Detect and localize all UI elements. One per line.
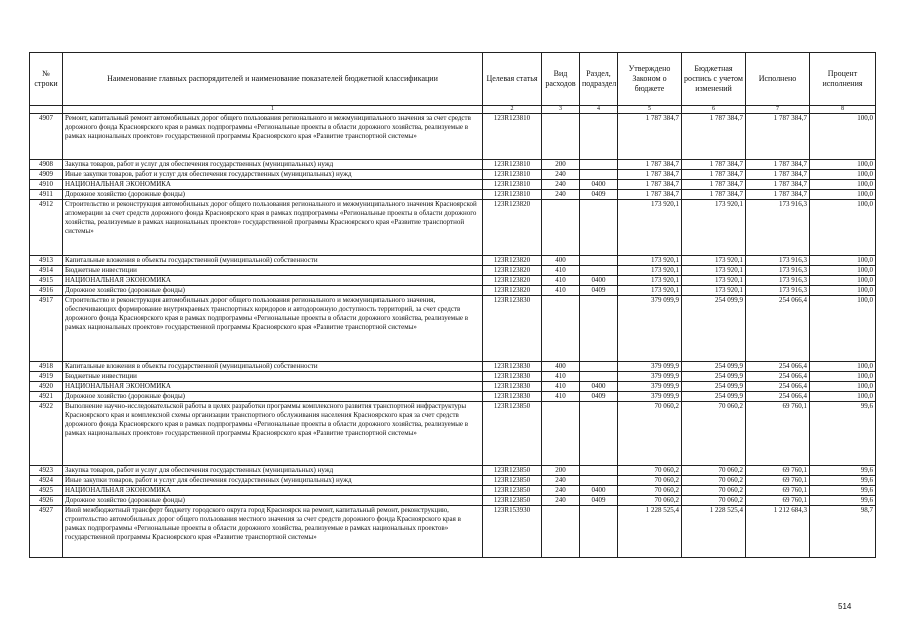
section-cell: [580, 170, 618, 180]
name-cell: НАЦИОНАЛЬНАЯ ЭКОНОМИКА: [63, 180, 483, 190]
name-cell: Дорожное хозяйство (дорожные фонды): [63, 286, 483, 296]
section-cell: [580, 466, 618, 476]
table-row: [30, 170, 876, 180]
target-article-cell: 123R123810: [483, 180, 542, 190]
expense-type-cell: 240: [542, 476, 580, 486]
row-number-cell: 4909: [30, 170, 63, 180]
row-number-cell: 4913: [30, 256, 63, 266]
executed-cell: 69 760,1: [746, 476, 810, 486]
budget-roll-cell: 70 060,2: [682, 466, 746, 476]
page-number: 514: [838, 602, 852, 611]
section-cell: [580, 114, 618, 160]
expense-type-cell: 240: [542, 190, 580, 200]
target-article-cell: 123R123820: [483, 276, 542, 286]
percent-cell: 100,0: [810, 286, 876, 296]
table-header-row: [30, 53, 876, 106]
column-number: 4: [580, 106, 618, 114]
table-row: [30, 496, 876, 506]
expense-type-cell: 200: [542, 466, 580, 476]
executed-cell: 69 760,1: [746, 466, 810, 476]
executed-cell: 254 066,4: [746, 372, 810, 382]
executed-cell: 69 760,1: [746, 486, 810, 496]
executed-cell: 254 066,4: [746, 296, 810, 362]
executed-cell: 1 787 384,7: [746, 190, 810, 200]
table-body: [30, 114, 876, 558]
row-number-cell: 4926: [30, 496, 63, 506]
name-cell: Дорожное хозяйство (дорожные фонды): [63, 190, 483, 200]
column-number: 1: [63, 106, 483, 114]
row-number-cell: 4907: [30, 114, 63, 160]
table-row: [30, 256, 876, 266]
budget-roll-cell: 1 787 384,7: [682, 180, 746, 190]
percent-cell: 100,0: [810, 382, 876, 392]
section-cell: [580, 296, 618, 362]
section-cell: 0409: [580, 286, 618, 296]
row-number-cell: 4921: [30, 392, 63, 402]
row-number-cell: 4923: [30, 466, 63, 476]
name-cell: Строительство и реконструкция автомобильных дорог общего пользования регионального и межмуниципального значения Красноярской агломерации за счет средств дорожного фонда Красноярского края в рамках подпрограммы «Региональные проекты в области дорожного хозяйства, реализуемые в рамках национальных проектов» государственной программы Красноярского края «Развитие транспортной системы»: [63, 200, 483, 256]
target-article-cell: 123R123830: [483, 392, 542, 402]
budget-roll-cell: 254 099,9: [682, 382, 746, 392]
expense-type-cell: [542, 506, 580, 558]
section-cell: 0409: [580, 496, 618, 506]
expense-type-cell: 400: [542, 362, 580, 372]
section-cell: [580, 476, 618, 486]
target-article-cell: 123R123810: [483, 114, 542, 160]
section-cell: [580, 372, 618, 382]
approved-cell: 379 099,9: [618, 296, 682, 362]
approved-cell: 1 787 384,7: [618, 114, 682, 160]
target-article-cell: 123R123830: [483, 296, 542, 362]
section-cell: [580, 160, 618, 170]
percent-cell: 99,6: [810, 476, 876, 486]
approved-cell: 379 099,9: [618, 372, 682, 382]
section-cell: 0400: [580, 180, 618, 190]
budget-roll-cell: 70 060,2: [682, 486, 746, 496]
approved-cell: 1 787 384,7: [618, 170, 682, 180]
percent-cell: 98,7: [810, 506, 876, 558]
table-row: [30, 486, 876, 496]
budget-roll-cell: 1 787 384,7: [682, 114, 746, 160]
executed-cell: 173 916,3: [746, 266, 810, 276]
section-cell: [580, 506, 618, 558]
approved-cell: 70 060,2: [618, 486, 682, 496]
approved-cell: 173 920,1: [618, 256, 682, 266]
table-row: [30, 286, 876, 296]
name-cell: Иной межбюджетный трансферт бюджету городского округа город Красноярск на ремонт, капитальный ремонт, реконструкцию, строительство автомобильных дорог общего пользования местного значения за счет средств дорожного фонда Красноярского края в рамках подпрограммы «Региональные проекты в области дорожного хозяйства, реализуемые в рамках национальных проектов» государственной программы Красноярского края «Развитие транспортной системы»: [63, 506, 483, 558]
name-cell: Дорожное хозяйство (дорожные фонды): [63, 392, 483, 402]
column-number: [30, 106, 63, 114]
table-row: [30, 466, 876, 476]
expense-type-cell: [542, 402, 580, 466]
header-budget-roll: Бюджетная роспись с учетом изменений: [682, 53, 746, 106]
percent-cell: 100,0: [810, 372, 876, 382]
column-number: 5: [618, 106, 682, 114]
table-row: [30, 266, 876, 276]
executed-cell: 1 212 684,3: [746, 506, 810, 558]
executed-cell: 173 916,3: [746, 286, 810, 296]
table-row: [30, 160, 876, 170]
row-number-cell: 4920: [30, 382, 63, 392]
row-number-cell: 4914: [30, 266, 63, 276]
header-name: Наименование главных распорядителей и наименование показателей бюджетной классификации: [63, 53, 483, 106]
budget-roll-cell: 70 060,2: [682, 402, 746, 466]
percent-cell: 100,0: [810, 276, 876, 286]
row-number-cell: 4927: [30, 506, 63, 558]
table-row: [30, 200, 876, 256]
section-cell: [580, 256, 618, 266]
section-cell: [580, 362, 618, 372]
percent-cell: 100,0: [810, 114, 876, 160]
target-article-cell: 123R123830: [483, 362, 542, 372]
target-article-cell: 123R153930: [483, 506, 542, 558]
target-article-cell: 123R123850: [483, 486, 542, 496]
percent-cell: 100,0: [810, 200, 876, 256]
executed-cell: 173 916,3: [746, 200, 810, 256]
budget-table-sheet: [29, 52, 875, 558]
expense-type-cell: 410: [542, 392, 580, 402]
approved-cell: 173 920,1: [618, 286, 682, 296]
header-executed: Исполнено: [746, 53, 810, 106]
percent-cell: 100,0: [810, 180, 876, 190]
percent-cell: 100,0: [810, 392, 876, 402]
row-number-cell: 4911: [30, 190, 63, 200]
target-article-cell: 123R123810: [483, 160, 542, 170]
executed-cell: 69 760,1: [746, 496, 810, 506]
executed-cell: 1 787 384,7: [746, 180, 810, 190]
percent-cell: 100,0: [810, 160, 876, 170]
executed-cell: 254 066,4: [746, 362, 810, 372]
percent-cell: 100,0: [810, 170, 876, 180]
budget-roll-cell: 70 060,2: [682, 496, 746, 506]
row-number-cell: 4910: [30, 180, 63, 190]
row-number-cell: 4924: [30, 476, 63, 486]
approved-cell: 1 787 384,7: [618, 190, 682, 200]
header-percent: Процент исполнения: [810, 53, 876, 106]
table-row: [30, 402, 876, 466]
expense-type-cell: 240: [542, 496, 580, 506]
approved-cell: 1 787 384,7: [618, 180, 682, 190]
percent-cell: 99,6: [810, 486, 876, 496]
name-cell: Закупка товаров, работ и услуг для обеспечения государственных (муниципальных) нужд: [63, 466, 483, 476]
target-article-cell: 123R123850: [483, 496, 542, 506]
percent-cell: 100,0: [810, 190, 876, 200]
budget-roll-cell: 254 099,9: [682, 372, 746, 382]
percent-cell: 99,6: [810, 402, 876, 466]
name-cell: НАЦИОНАЛЬНАЯ ЭКОНОМИКА: [63, 382, 483, 392]
section-cell: 0400: [580, 382, 618, 392]
table-row: [30, 382, 876, 392]
table-row: [30, 114, 876, 160]
approved-cell: 173 920,1: [618, 200, 682, 256]
target-article-cell: 123R123820: [483, 286, 542, 296]
approved-cell: 379 099,9: [618, 362, 682, 372]
name-cell: Капитальные вложения в объекты государственной (муниципальной) собственности: [63, 256, 483, 266]
target-article-cell: 123R123820: [483, 200, 542, 256]
table-row: [30, 190, 876, 200]
percent-cell: 99,6: [810, 496, 876, 506]
approved-cell: 173 920,1: [618, 266, 682, 276]
column-number: 6: [682, 106, 746, 114]
row-number-cell: 4922: [30, 402, 63, 466]
expense-type-cell: [542, 114, 580, 160]
executed-cell: 254 066,4: [746, 382, 810, 392]
row-number-cell: 4912: [30, 200, 63, 256]
row-number-cell: 4908: [30, 160, 63, 170]
expense-type-cell: 240: [542, 180, 580, 190]
name-cell: Закупка товаров, работ и услуг для обеспечения государственных (муниципальных) нужд: [63, 160, 483, 170]
expense-type-cell: 200: [542, 160, 580, 170]
section-cell: 0400: [580, 486, 618, 496]
column-number: 2: [483, 106, 542, 114]
target-article-cell: 123R123820: [483, 266, 542, 276]
name-cell: Бюджетные инвестиции: [63, 266, 483, 276]
budget-roll-cell: 173 920,1: [682, 266, 746, 276]
approved-cell: 70 060,2: [618, 402, 682, 466]
target-article-cell: 123R123850: [483, 476, 542, 486]
expense-type-cell: 410: [542, 276, 580, 286]
row-number-cell: 4918: [30, 362, 63, 372]
budget-roll-cell: 254 099,9: [682, 296, 746, 362]
percent-cell: 100,0: [810, 362, 876, 372]
approved-cell: 70 060,2: [618, 476, 682, 486]
table-row: [30, 180, 876, 190]
name-cell: Капитальные вложения в объекты государственной (муниципальной) собственности: [63, 362, 483, 372]
row-number-cell: 4916: [30, 286, 63, 296]
name-cell: НАЦИОНАЛЬНАЯ ЭКОНОМИКА: [63, 486, 483, 496]
budget-roll-cell: 254 099,9: [682, 392, 746, 402]
budget-roll-cell: 1 787 384,7: [682, 160, 746, 170]
executed-cell: 69 760,1: [746, 402, 810, 466]
column-number: 8: [810, 106, 876, 114]
budget-roll-cell: 173 920,1: [682, 276, 746, 286]
name-cell: НАЦИОНАЛЬНАЯ ЭКОНОМИКА: [63, 276, 483, 286]
column-number: 3: [542, 106, 580, 114]
budget-roll-cell: 70 060,2: [682, 476, 746, 486]
column-number-row: [30, 106, 876, 114]
budget-roll-cell: 1 787 384,7: [682, 170, 746, 180]
column-number: 7: [746, 106, 810, 114]
expense-type-cell: [542, 296, 580, 362]
row-number-cell: 4915: [30, 276, 63, 286]
approved-cell: 173 920,1: [618, 276, 682, 286]
percent-cell: 100,0: [810, 296, 876, 362]
expense-type-cell: 410: [542, 382, 580, 392]
budget-roll-cell: 1 228 525,4: [682, 506, 746, 558]
expense-type-cell: 240: [542, 486, 580, 496]
approved-cell: 70 060,2: [618, 496, 682, 506]
executed-cell: 254 066,4: [746, 392, 810, 402]
table-row: [30, 476, 876, 486]
header-target-article: Целевая статья: [483, 53, 542, 106]
name-cell: Иные закупки товаров, работ и услуг для обеспечения государственных (муниципальных) нужд: [63, 476, 483, 486]
name-cell: Дорожное хозяйство (дорожные фонды): [63, 496, 483, 506]
expense-type-cell: 400: [542, 256, 580, 266]
budget-roll-cell: 173 920,1: [682, 200, 746, 256]
section-cell: 0409: [580, 392, 618, 402]
budget-roll-cell: 254 099,9: [682, 362, 746, 372]
section-cell: 0409: [580, 190, 618, 200]
row-number-cell: 4917: [30, 296, 63, 362]
expense-type-cell: [542, 200, 580, 256]
expense-type-cell: 240: [542, 170, 580, 180]
table-row: [30, 362, 876, 372]
section-cell: [580, 200, 618, 256]
budget-roll-cell: 173 920,1: [682, 256, 746, 266]
table-row: [30, 506, 876, 558]
expense-type-cell: 410: [542, 372, 580, 382]
table-row: [30, 392, 876, 402]
budget-roll-cell: 173 920,1: [682, 286, 746, 296]
budget-execution-table: [29, 52, 876, 558]
name-cell: Строительство и реконструкция автомобильных дорог общего пользования регионального и межмуниципального значения, обеспечивающих формирование внутрикраевых транспортных коридоров и автодорожную доступность территорий, за счет средств дорожного фонда Красноярского края в рамках подпрограммы «Региональные проекты в области дорожного хозяйства, реализуемые в рамках национальных проектов» государственной программы Красноярского края «Развитие транспортной системы»: [63, 296, 483, 362]
budget-roll-cell: 1 787 384,7: [682, 190, 746, 200]
row-number-cell: 4919: [30, 372, 63, 382]
executed-cell: 1 787 384,7: [746, 170, 810, 180]
table-row: [30, 372, 876, 382]
table-row: [30, 276, 876, 286]
target-article-cell: 123R123810: [483, 170, 542, 180]
name-cell: Выполнение научно-исследовательской работы в целях разработки программы комплексного развития транспортной инфраструктуры Красноярского края и комплексной схемы организации транспортного обслуживания населения Красноярского края за счет средств дорожного фонда Красноярского края в рамках подпрограммы «Региональные проекты в области дорожного хозяйства, реализуемые в рамках национальных проектов» государственной программы Красноярского края «Развитие транспортной системы»: [63, 402, 483, 466]
executed-cell: 173 916,3: [746, 276, 810, 286]
target-article-cell: 123R123850: [483, 466, 542, 476]
name-cell: Ремонт, капитальный ремонт автомобильных дорог общего пользования регионального и межмуниципального значения за счет средств дорожного фонда Красноярского края в рамках подпрограммы «Региональные проекты в области дорожного хозяйства, реализуемые в рамках национальных проектов» государственной программы Красноярского края «Развитие транспортной системы»: [63, 114, 483, 160]
approved-cell: 379 099,9: [618, 392, 682, 402]
executed-cell: 173 916,3: [746, 256, 810, 266]
name-cell: Иные закупки товаров, работ и услуг для обеспечения государственных (муниципальных) нужд: [63, 170, 483, 180]
target-article-cell: 123R123830: [483, 372, 542, 382]
header-expense-type: Вид расходов: [542, 53, 580, 106]
section-cell: [580, 402, 618, 466]
table-row: [30, 296, 876, 362]
header-section: Раздел, подраздел: [580, 53, 618, 106]
expense-type-cell: 410: [542, 286, 580, 296]
target-article-cell: 123R123850: [483, 402, 542, 466]
header-approved: Утверждено Законом о бюджете: [618, 53, 682, 106]
section-cell: [580, 266, 618, 276]
executed-cell: 1 787 384,7: [746, 160, 810, 170]
percent-cell: 100,0: [810, 266, 876, 276]
header-row-number: № строки: [30, 53, 63, 106]
executed-cell: 1 787 384,7: [746, 114, 810, 160]
approved-cell: 1 787 384,7: [618, 160, 682, 170]
approved-cell: 70 060,2: [618, 466, 682, 476]
approved-cell: 379 099,9: [618, 382, 682, 392]
section-cell: 0400: [580, 276, 618, 286]
target-article-cell: 123R123810: [483, 190, 542, 200]
approved-cell: 1 228 525,4: [618, 506, 682, 558]
percent-cell: 99,6: [810, 466, 876, 476]
expense-type-cell: 410: [542, 266, 580, 276]
target-article-cell: 123R123830: [483, 382, 542, 392]
row-number-cell: 4925: [30, 486, 63, 496]
percent-cell: 100,0: [810, 256, 876, 266]
target-article-cell: 123R123820: [483, 256, 542, 266]
name-cell: Бюджетные инвестиции: [63, 372, 483, 382]
